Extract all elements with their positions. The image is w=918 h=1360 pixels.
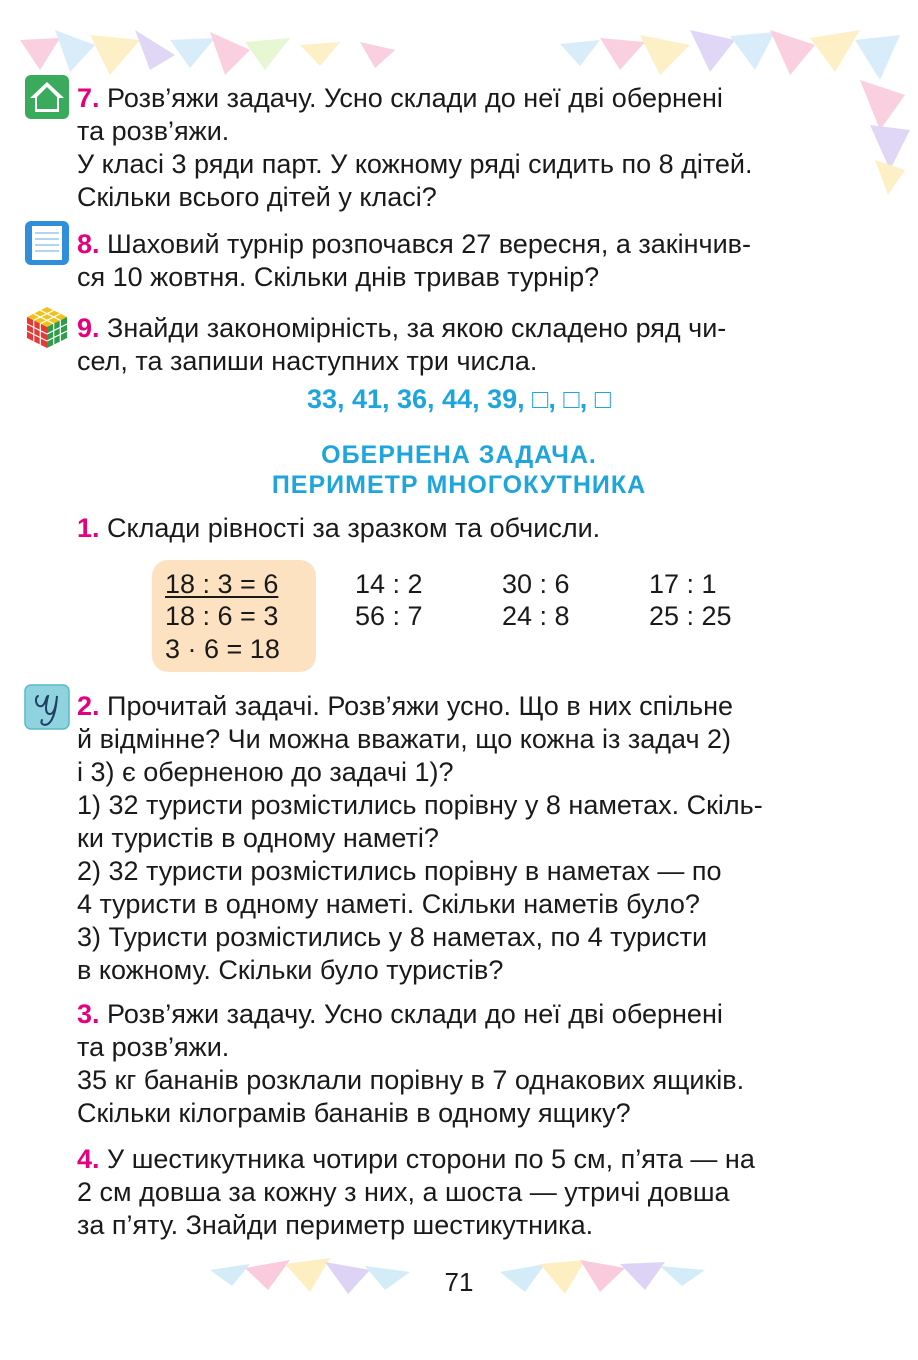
task-number: 3. (77, 999, 100, 1029)
task-text: 2 см довша за кожну з них, а шоста — утричі довша (77, 1177, 730, 1207)
exercise-2 (77, 690, 841, 987)
sample-equation: 18 : 6 = 3 (165, 601, 279, 631)
task-text: ки туристів в одному наметі? (77, 823, 439, 853)
task-text: Прочитай задачі. Розв’яжи усно. Що в них спільне (107, 691, 734, 721)
task-text: і 3) є оберненою до задачі 1)? (77, 757, 454, 787)
section-title-line-1: ОБЕРНЕНА ЗАДАЧА. (321, 441, 597, 469)
task-number: 4. (77, 1144, 100, 1174)
division-expression: 56 : 7 (355, 601, 423, 631)
task-text: 4 туристи в одному наметі. Скільки наметів було? (77, 889, 700, 919)
task-text: сел, та запиши наступних три числа. (77, 346, 538, 376)
task-text: ся 10 жовтня. Скільки днів тривав турнір? (77, 262, 600, 292)
task-text: Знайди закономірність, за якою складено ряд чи- (107, 313, 727, 343)
task-text: Склади рівності за зразком та обчисли. (107, 513, 601, 543)
task-text: 2) 32 туристи розмістились порівну в наметах — по (77, 856, 722, 886)
division-expression: 17 : 1 (649, 569, 717, 599)
task-text: Розв’яжи задачу. Усно склади до неї дві обернені (107, 999, 723, 1029)
number-sequence: 33, 41, 36, 44, 39, □, □, □ (306, 384, 612, 414)
task-text: Скільки всього дітей у класі? (77, 182, 437, 212)
page-number: 71 (444, 1267, 474, 1297)
task-text: 3) Туристи розмістились у 8 наметах, по 4 туристи (77, 922, 708, 952)
task-text: 1) 32 туристи розмістились порівну у 8 наметах. Скіль- (77, 790, 763, 820)
task-text: та розв’яжи. (77, 1032, 230, 1062)
task-text: в кожному. Скільки було туристів? (77, 955, 504, 985)
division-expression: 30 : 6 (502, 569, 570, 599)
section-title-line-2: ПЕРИМЕТР МНОГОКУТНИКА (271, 471, 647, 499)
task-text: за п’яту. Знайди периметр шестикутника. (77, 1210, 594, 1240)
calligraphy-letter-icon (24, 684, 70, 730)
division-expression: 14 : 2 (355, 569, 423, 599)
task-9 (77, 312, 841, 378)
task-text: Скільки кілограмів бананів в одному ящику? (77, 1098, 631, 1128)
task-text: 35 кг бананів розклали порівну в 7 однакових ящиків. (77, 1065, 745, 1095)
task-text: У шестикутника чотири сторони по 5 см, п’ята — на (107, 1144, 755, 1174)
task-number: 1. (77, 513, 100, 543)
sample-equation: 18 : 3 = 6 (165, 569, 279, 599)
exercise-4 (77, 1143, 841, 1242)
notebook-icon (24, 220, 70, 266)
rubiks-cube-icon (24, 304, 70, 350)
division-expression: 24 : 8 (502, 601, 570, 631)
division-expression: 25 : 25 (649, 601, 732, 631)
task-8 (77, 228, 841, 294)
task-text: Розв’яжи задачу. Усно склади до неї дві обернені (107, 83, 723, 113)
exercise-1 (77, 512, 841, 545)
sample-equation: 3 · 6 = 18 (165, 634, 280, 664)
exercise-3 (77, 998, 841, 1130)
task-number: 7. (77, 83, 100, 113)
task-number: 8. (77, 229, 100, 259)
home-icon (24, 74, 70, 120)
task-7 (77, 82, 841, 214)
task-text: та розв’яжи. (77, 116, 230, 146)
task-number: 9. (77, 313, 100, 343)
task-text: й відмінне? Чи можна вважати, що кожна із задач 2) (77, 724, 732, 754)
task-text: Шаховий турнір розпочався 27 вересня, а закінчив- (107, 229, 752, 259)
task-number: 2. (77, 691, 100, 721)
task-text: У класі 3 ряди парт. У кожному ряді сидить по 8 дітей. (77, 149, 753, 179)
